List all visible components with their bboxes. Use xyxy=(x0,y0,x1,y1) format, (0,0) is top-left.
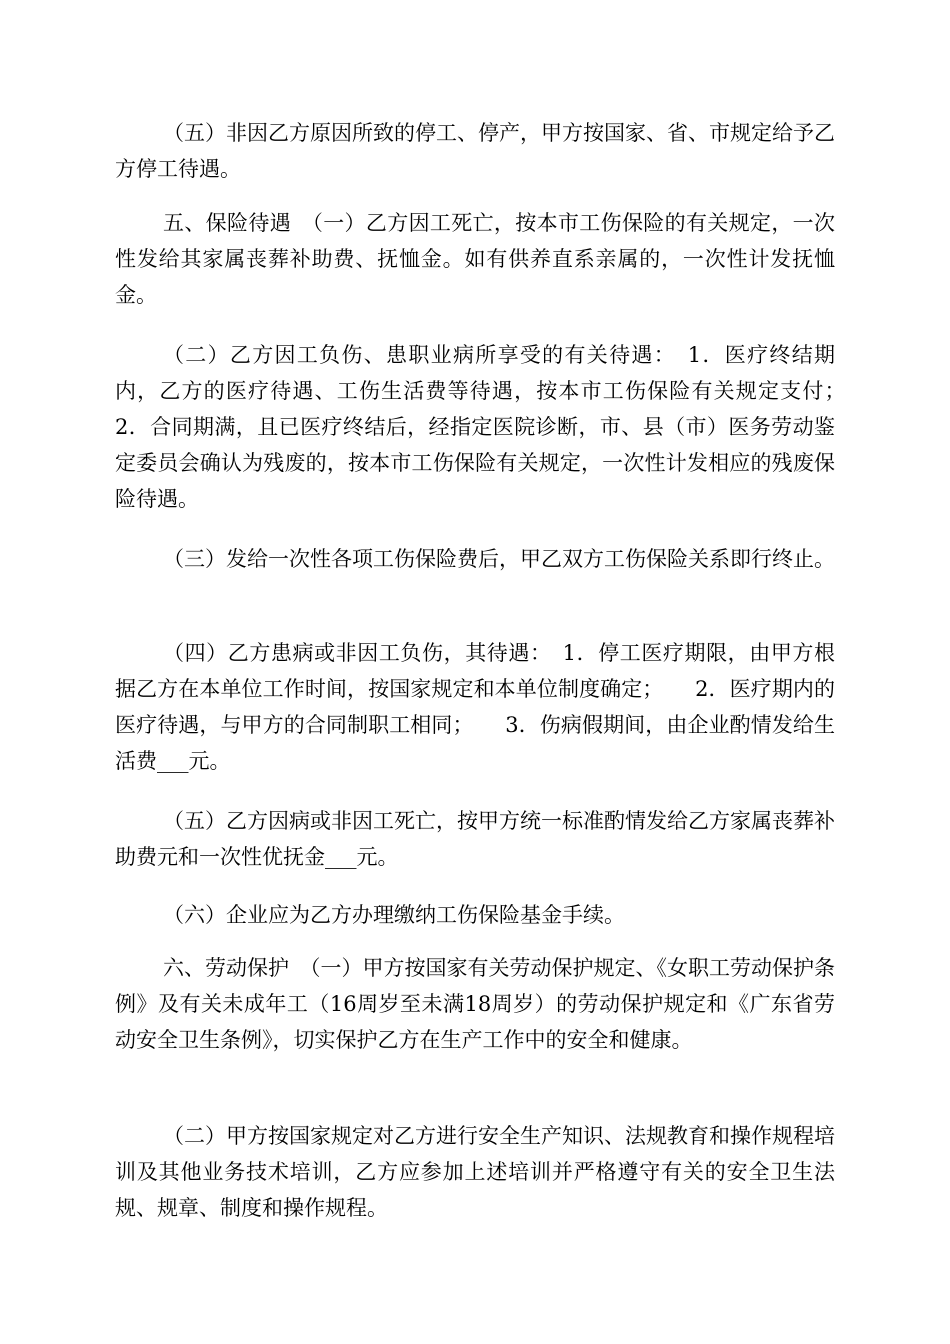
paragraph-insurance-termination: （三）发给一次性各项工伤保险费后，甲乙双方工伤保险关系即行终止。 xyxy=(163,547,835,571)
paragraph-insurance-fund: （六）企业应为乙方办理缴纳工伤保险基金手续。 xyxy=(163,903,625,927)
paragraph-labor-protection: 六、劳动保护 （一）甲方按国家有关劳动保护规定、《女职工劳动保护条例》及有关未成年工（16周岁至未满18周岁）的劳动保护规定和《广东省劳动安全卫生条例》，切实保护乙方在生产工作中的安全和健康。 xyxy=(115,956,835,1052)
paragraph-safety-training: （二）甲方按国家规定对乙方进行安全生产知识、法规教育和操作规程培训及其他业务技术培训，乙方应参加上述培训并严格遵守有关的安全卫生法规、规章、制度和操作规程。 xyxy=(115,1124,835,1220)
paragraph-illness-treatment: （四）乙方患病或非因工负伤，其待遇： 1．停工医疗期限，由甲方根据乙方在本单位工作时间，按国家规定和本单位制度确定； 2．医疗期内的医疗待遇，与甲方的合同制职工相同； 3．伤病假期间，由企业酌情发给生活费___元。 xyxy=(115,641,835,773)
paragraph-illness-death: （五）乙方因病或非因工死亡，按甲方统一标准酌情发给乙方家属丧葬补助费元和一次性优抚金___元。 xyxy=(115,809,835,869)
paragraph-work-injury: （二）乙方因工负伤、患职业病所享受的有关待遇： 1．医疗终结期内，乙方的医疗待遇、工伤生活费等待遇，按本市工伤保险有关规定支付； 2．合同期满，且已医疗终结后，经指定医院诊断，市、县（市）医务劳动鉴定委员会确认为残废的，按本市工伤保险有关规定，一次性计发相应的残废保险待遇。 xyxy=(115,343,877,511)
paragraph-stop-work-treatment: （五）非因乙方原因所致的停工、停产，甲方按国家、省、市规定给予乙方停工待遇。 xyxy=(115,121,835,181)
paragraph-insurance-death: 五、保险待遇 （一）乙方因工死亡，按本市工伤保险的有关规定，一次性发给其家属丧葬补助费、抚恤金。如有供养直系亲属的，一次性计发抚恤金。 xyxy=(115,211,835,307)
